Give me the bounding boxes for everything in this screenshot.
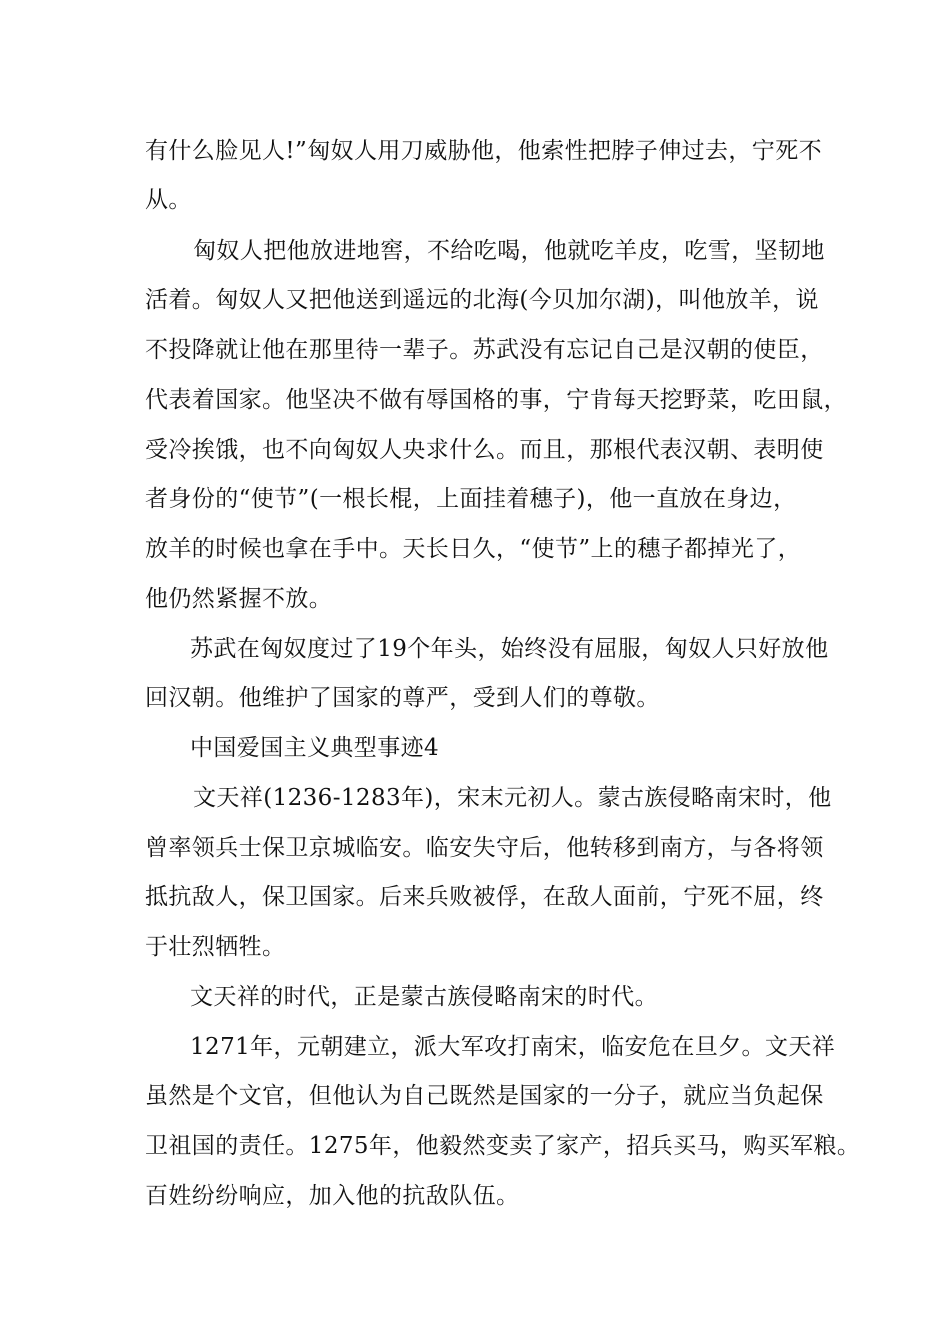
text-line: 1271年，元朝建立，派大军攻打南宋，临安危在旦夕。文天祥 (190, 1034, 836, 1060)
text-line: 匈奴人把他放进地窖，不给吃喝，他就吃羊皮，吃雪，坚韧地 (193, 238, 825, 264)
text-line: 于壮烈牺牲。 (145, 934, 286, 960)
text-line: 放羊的时候也拿在手中。天长日久，“使节”上的穗子都掉光了， (145, 536, 802, 562)
text-line: 苏武在匈奴度过了19个年头，始终没有屈服，匈奴人只好放他 (190, 636, 829, 662)
text-line: 他仍然紧握不放。 (145, 586, 333, 612)
text-line: 有什么脸见人!”匈奴人用刀威胁他，他索性把脖子伸过去，宁死不 (145, 138, 823, 164)
text-line: 者身份的“使节”(一根长棍，上面挂着穗子)，他一直放在身边， (145, 486, 797, 512)
section-heading: 中国爱国主义典型事迹4 (190, 735, 440, 761)
text-line: 百姓纷纷响应，加入他的抗敌队伍。 (145, 1183, 520, 1209)
text-line: 代表着国家。他坚决不做有辱国格的事，宁肯每天挖野菜，吃田鼠， (145, 387, 847, 413)
text-line: 文天祥(1236-1283年)，宋末元初人。蒙古族侵略南宋时，他 (193, 785, 832, 811)
text-line: 受冷挨饿，也不向匈奴人央求什么。而且，那根代表汉朝、表明使 (145, 437, 824, 463)
text-line: 不投降就让他在那里待一辈子。苏武没有忘记自己是汉朝的使臣， (145, 337, 824, 363)
text-line: 回汉朝。他维护了国家的尊严，受到人们的尊敬。 (145, 685, 660, 711)
text-line: 卫祖国的责任。1275年，他毅然变卖了家产，招兵买马，购买军粮。 (145, 1133, 861, 1159)
text-line: 活着。匈奴人又把他送到遥远的北海(今贝加尔湖)，叫他放羊，说 (145, 287, 819, 313)
text-line: 文天祥的时代，正是蒙古族侵略南宋的时代。 (190, 984, 658, 1010)
text-line: 抵抗敌人，保卫国家。后来兵败被俘，在敌人面前，宁死不屈，终 (145, 884, 824, 910)
text-line: 虽然是个文官，但他认为自己既然是国家的一分子，就应当负起保 (145, 1083, 824, 1109)
text-line: 从。 (145, 187, 192, 213)
text-line: 曾率领兵士保卫京城临安。临安失守后，他转移到南方，与各将领 (145, 835, 824, 861)
